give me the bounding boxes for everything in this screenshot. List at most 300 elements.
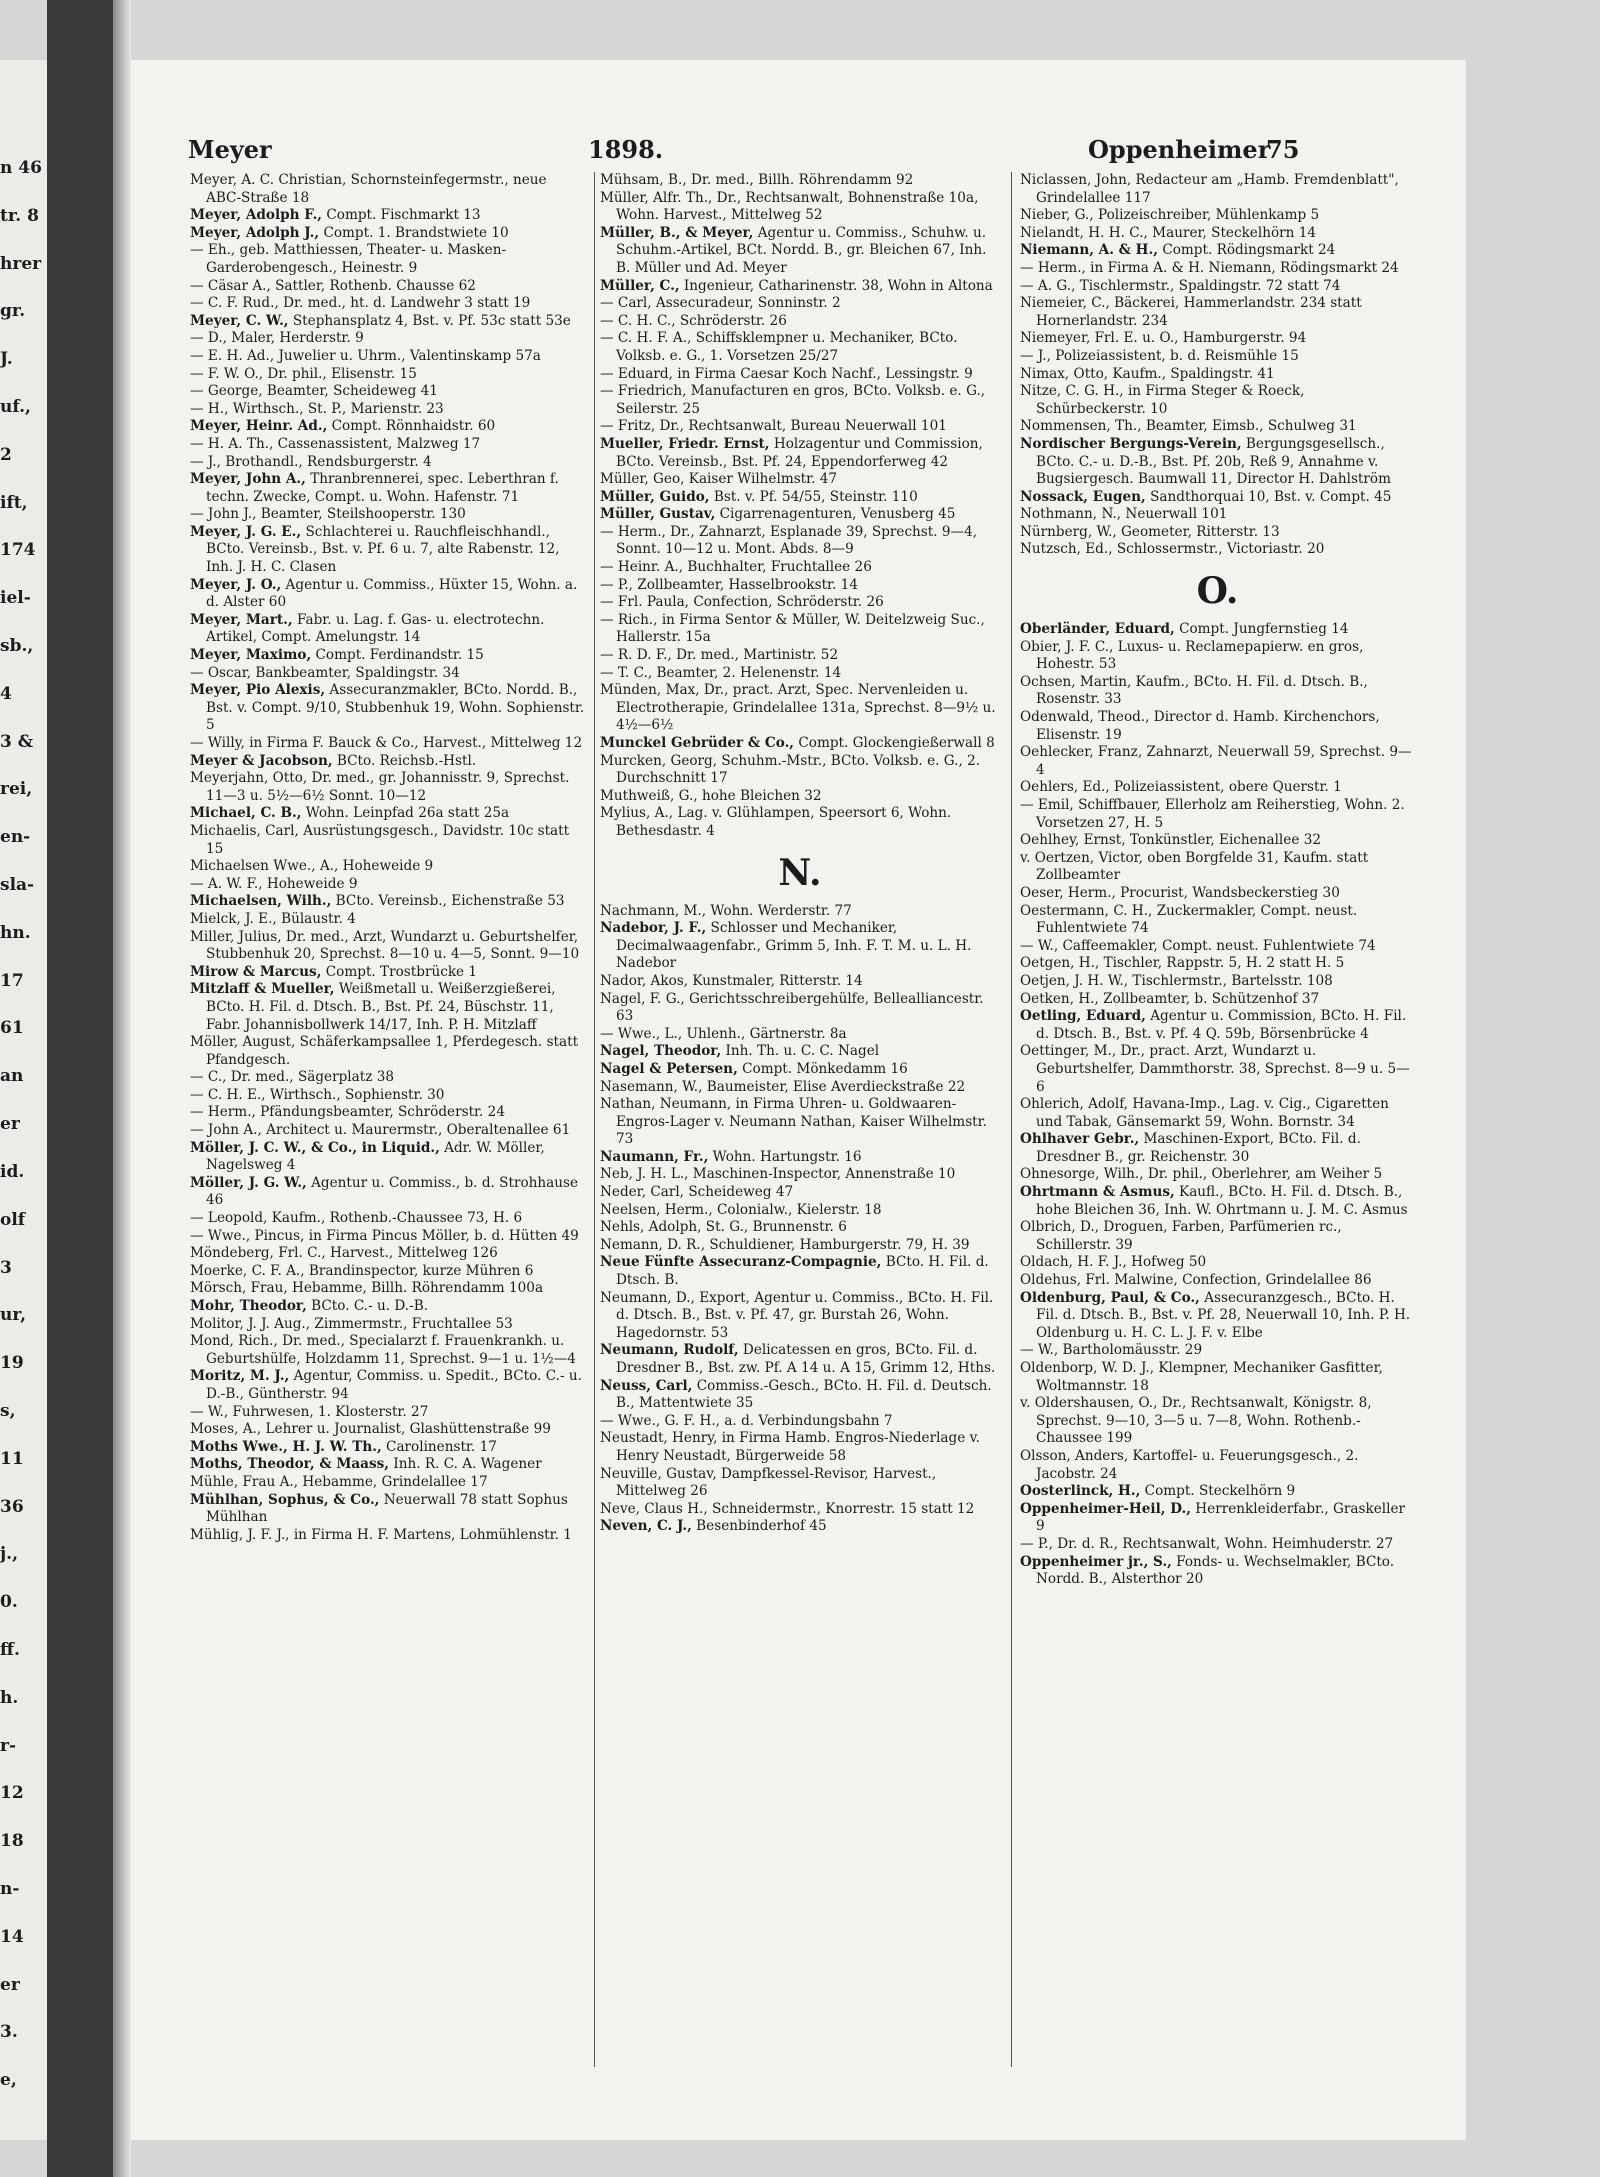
entry-text: Nimax, Otto, Kaufm., Spaldingstr. 41 xyxy=(1020,365,1275,382)
directory-entry xyxy=(190,1087,585,1105)
margin-fragment: ur, xyxy=(0,1305,26,1326)
directory-entry xyxy=(190,1140,585,1175)
entry-name-bold: Nadebor, J. F., xyxy=(600,920,707,937)
directory-entry xyxy=(1020,674,1415,709)
entry-text: Mielck, J. E., Bülaustr. 4 xyxy=(190,910,356,927)
entry-text: — Heinr. A., Buchhalter, Fruchtallee 26 xyxy=(600,559,872,576)
entry-text: Delicatessen en gros, BCto. Fil. d. Dresdner B., Bst. zw. Pf. A 14 u. A 15, Grimm 12, Hths. xyxy=(616,1342,996,1376)
directory-entry xyxy=(1020,1342,1415,1360)
entry-text: Niemeier, C., Bäckerei, Hammerlandstr. 234 statt Hornerlandstr. 234 xyxy=(1020,295,1362,329)
entry-text: Oetken, H., Zollbeamter, b. Schützenhof 37 xyxy=(1020,990,1320,1007)
entry-name-bold: Neuss, Carl, xyxy=(600,1377,693,1394)
entry-name-bold: Oosterlinck, H., xyxy=(1020,1483,1141,1500)
entry-name-bold: Michaelsen, Wilh., xyxy=(190,893,332,910)
entry-name-bold: Nagel & Petersen, xyxy=(600,1060,738,1077)
directory-entry xyxy=(190,647,585,665)
entry-text: — D., Maler, Herderstr. 9 xyxy=(190,330,364,347)
entry-text: — W., Fuhrwesen, 1. Klosterstr. 27 xyxy=(190,1403,429,1420)
entry-text: Weißmetall u. Weißerzgießerei, BCto. H. Fil. d. Dtsch. B., Bst. Pf. 24, Büschstr. 11, Fabr. Johannisbollwerk 14/17, Inh. P. H. Mitzlaff xyxy=(206,981,556,1033)
entry-text: Mylius, A., Lag. v. Glühlampen, Speersort 6, Wohn. Bethesdastr. 4 xyxy=(600,805,952,839)
entry-text: Nathan, Neumann, in Firma Uhren- u. Goldwaaren-Engros-Lager v. Neumann Nathan, Kaiser Wilhelmstr. 73 xyxy=(600,1096,987,1148)
entry-text: — Herm., Pfändungsbeamter, Schröderstr. 24 xyxy=(190,1104,505,1121)
entry-name-bold: Müller, Guido, xyxy=(600,488,710,505)
directory-column-1 xyxy=(190,172,585,2072)
entry-text: Stephansplatz 4, Bst. v. Pf. 53c statt 53e xyxy=(288,312,571,329)
directory-entry xyxy=(600,418,1000,436)
directory-entry xyxy=(1020,1501,1415,1536)
entry-text: Oldach, H. F. J., Hofweg 50 xyxy=(1020,1254,1207,1271)
directory-entry xyxy=(600,647,1000,665)
directory-entry xyxy=(600,1026,1000,1044)
directory-entry xyxy=(1020,1272,1415,1290)
entry-text: Nehls, Adolph, St. G., Brunnenstr. 6 xyxy=(600,1219,847,1236)
entry-text: Inh. Th. u. C. C. Nagel xyxy=(721,1043,880,1060)
directory-entry xyxy=(190,225,585,243)
margin-fragment: 4 xyxy=(0,683,12,704)
page-number: 75 xyxy=(1266,135,1300,164)
directory-entry xyxy=(190,665,585,683)
column-divider xyxy=(1011,172,1012,2067)
directory-entry xyxy=(190,1122,585,1140)
margin-fragment: r- xyxy=(0,1735,17,1756)
entry-text: Obier, J. F. C., Luxus- u. Reclamepapierw. en gros, Hohestr. 53 xyxy=(1020,638,1364,673)
margin-fragment: 3 & xyxy=(0,731,34,752)
entry-text: Commiss.-Gesch., BCto. H. Fil. d. Deutsch. B., Mattentwiete 35 xyxy=(616,1377,992,1412)
entry-text: — Herm., Dr., Zahnarzt, Esplanade 39, Sprechst. 9—4, Sonnt. 10—12 u. Mont. Abds. 8—9 xyxy=(600,523,978,558)
directory-entry xyxy=(190,418,585,436)
directory-entry xyxy=(190,1456,585,1474)
margin-fragment: an xyxy=(0,1066,24,1087)
directory-entry xyxy=(190,348,585,366)
directory-entry xyxy=(600,920,1000,973)
entry-name-bold: Moths, Theodor, & Maass, xyxy=(190,1456,390,1473)
entry-text: Kaufl., BCto. H. Fil. d. Dtsch. B., hohe Bleichen 36, Inh. W. Ohrtmann u. J. M. C. Asmus xyxy=(1036,1184,1408,1218)
directory-entry xyxy=(600,313,1000,331)
directory-entry xyxy=(1020,436,1415,489)
directory-entry xyxy=(1020,207,1415,225)
entry-text: Mörsch, Frau, Hebamme, Billh. Röhrendamm 100a xyxy=(190,1280,544,1297)
entry-text: Oestermann, C. H., Zuckermakler, Compt. neust. Fuhlentwiete 74 xyxy=(1020,902,1358,937)
entry-text: — C. F. Rud., Dr. med., ht. d. Landwehr 3 statt 19 xyxy=(190,295,531,312)
entry-text: v. Oertzen, Victor, oben Borgfelde 31, Kaufm. statt Zollbeamter xyxy=(1020,849,1369,884)
margin-fragment: 11 xyxy=(0,1448,24,1469)
entry-name-bold: Meyer, Heinr. Ad., xyxy=(190,418,328,435)
margin-fragment: sb., xyxy=(0,636,34,657)
margin-fragment: 61 xyxy=(0,1018,24,1039)
entry-text: — Wwe., Pincus, in Firma Pincus Möller, b. d. Hütten 49 xyxy=(190,1227,579,1244)
entry-text: Neumann, D., Export, Agentur u. Commiss., BCto. H. Fil. d. Dtsch. B., Bst. v. Pf. 47, gr. Burstah 26, Wohn. Hagedornstr. 53 xyxy=(600,1289,994,1341)
entry-text: — J., Brothandl., Rendsburgerstr. 4 xyxy=(190,453,432,470)
directory-entry xyxy=(600,577,1000,595)
entry-text: Nieber, G., Polizeischreiber, Mühlenkamp 5 xyxy=(1020,207,1320,224)
entry-text: Compt. Rönnhaidstr. 60 xyxy=(327,418,496,435)
directory-entry xyxy=(190,823,585,858)
directory-entry xyxy=(1020,955,1415,973)
directory-entry xyxy=(600,903,1000,921)
entry-name-bold: Oppenheimer-Heil, D., xyxy=(1020,1500,1191,1517)
entry-text: BCto. C.- u. D.-B. xyxy=(306,1298,429,1314)
directory-entry xyxy=(190,454,585,472)
entry-text: Moses, A., Lehrer u. Journalist, Glashüttenstraße 99 xyxy=(190,1421,551,1438)
margin-fragment: 0. xyxy=(0,1592,18,1613)
directory-entry xyxy=(600,612,1000,647)
margin-fragment: 14 xyxy=(0,1926,24,1947)
entry-text: Oehlers, Ed., Polizeiassistent, obere Querstr. 1 xyxy=(1020,779,1342,796)
directory-entry xyxy=(190,401,585,419)
margin-fragment: 36 xyxy=(0,1496,24,1517)
entry-text: Ohnesorge, Wilh., Dr. phil., Oberlehrer, am Weiher 5 xyxy=(1020,1166,1383,1183)
directory-entry xyxy=(190,278,585,296)
directory-entry xyxy=(600,1466,1000,1501)
directory-entry xyxy=(1020,489,1415,507)
entry-text: Murcken, Georg, Schuhm.-Mstr., BCto. Volksb. e. G., 2. Durchschnitt 17 xyxy=(600,752,981,787)
header-right-keyword: Oppenheimer xyxy=(1088,135,1271,164)
entry-text: Nador, Akos, Kunstmaler, Ritterstr. 14 xyxy=(600,972,863,989)
directory-entry xyxy=(1020,1360,1415,1395)
entry-text: Meyerjahn, Otto, Dr. med., gr. Johannisstr. 9, Sprechst. 11—3 u. 5½—6½ Sonnt. 10—12 xyxy=(190,770,570,804)
entry-text: Inh. R. C. A. Wagener xyxy=(389,1456,542,1473)
entry-text: — Eduard, in Firma Caesar Koch Nachf., Lessingstr. 9 xyxy=(600,365,973,382)
entry-text: Nürnberg, W., Geometer, Ritterstr. 13 xyxy=(1020,523,1280,540)
directory-entry xyxy=(1020,1131,1415,1166)
entry-text: Odenwald, Theod., Director d. Hamb. Kirchenchors, Elisenstr. 19 xyxy=(1020,709,1380,743)
entry-text: Herrenkleiderfabr., Graskeller 9 xyxy=(1036,1500,1405,1535)
directory-entry xyxy=(1020,366,1415,384)
directory-entry xyxy=(190,1263,585,1281)
directory-entry xyxy=(190,1474,585,1492)
entry-text: Bst. v. Pf. 54/55, Steinstr. 110 xyxy=(709,488,918,505)
entry-text: Neustadt, Henry, in Firma Hamb. Engros-Niederlage v. Henry Neustadt, Bürgerweide 58 xyxy=(600,1430,980,1464)
entry-name-bold: Mueller, Friedr. Ernst, xyxy=(600,435,770,452)
directory-entry xyxy=(1020,779,1415,797)
entry-text: — H., Wirthsch., St. P., Marienstr. 23 xyxy=(190,400,444,417)
entry-text: Neelsen, Herm., Colonialw., Kielerstr. 18 xyxy=(600,1201,882,1218)
entry-text: — C. H. F. A., Schiffsklempner u. Mechaniker, BCto. Volksb. e. G., 1. Vorsetzen 25/27 xyxy=(600,330,958,364)
entry-text: Thranbrennerei, spec. Leberthran f. techn. Zwecke, Compt. u. Wohn. Hafenstr. 71 xyxy=(206,471,559,505)
entry-text: Fonds- u. Wechselmakler, BCto. Nordd. B., Alsterthor 20 xyxy=(1036,1553,1395,1588)
directory-entry xyxy=(600,172,1000,190)
entry-name-bold: Moritz, M. J., xyxy=(190,1368,290,1385)
directory-entry xyxy=(600,330,1000,365)
margin-fragment: h. xyxy=(0,1687,19,1708)
directory-entry xyxy=(1020,744,1415,779)
directory-entry xyxy=(600,665,1000,683)
directory-entry xyxy=(190,295,585,313)
directory-entry xyxy=(190,172,585,207)
entry-text: — Emil, Schiffbauer, Ellerholz am Reiherstieg, Wohn. 2. Vorsetzen 27, H. 5 xyxy=(1020,797,1405,831)
directory-entry xyxy=(600,1413,1000,1431)
entry-text: Miller, Julius, Dr. med., Arzt, Wundarzt u. Geburtshelfer, Stubbenhuk 20, Sprechst. 8—10 u. 4—5, Sonnt. 9—10 xyxy=(190,928,580,963)
entry-text: Compt. 1. Brandstwiete 10 xyxy=(319,224,509,241)
entry-text: Mühsam, B., Dr. med., Billh. Röhrendamm 92 xyxy=(600,172,914,188)
directory-entry xyxy=(600,366,1000,384)
entry-name-bold: Müller, Gustav, xyxy=(600,506,716,523)
margin-fragment: s, xyxy=(0,1400,16,1421)
directory-entry xyxy=(190,1104,585,1122)
directory-entry xyxy=(190,1492,585,1527)
entry-text: — E. H. Ad., Juwelier u. Uhrm., Valentinskamp 57a xyxy=(190,347,541,364)
directory-entry xyxy=(190,1421,585,1439)
entry-text: — Wwe., G. F. H., a. d. Verbindungsbahn 7 xyxy=(600,1412,893,1429)
margin-fragment: hn. xyxy=(0,922,31,943)
margin-fragment: 12 xyxy=(0,1783,24,1804)
entry-text: Neder, Carl, Scheideweg 47 xyxy=(600,1184,794,1201)
directory-column-2 xyxy=(600,172,1000,2072)
entry-name-bold: Müller, C., xyxy=(600,277,680,294)
directory-entry xyxy=(190,436,585,454)
column-divider xyxy=(594,172,595,2067)
directory-entry xyxy=(600,735,1000,753)
directory-entry xyxy=(190,612,585,647)
directory-entry xyxy=(1020,639,1415,674)
entry-text: Ochsen, Martin, Kaufm., BCto. H. Fil. d. Dtsch. B., Rosenstr. 33 xyxy=(1020,673,1368,708)
directory-entry xyxy=(190,1527,585,1545)
entry-text: BCto. Vereinsb., Eichenstraße 53 xyxy=(331,893,565,910)
directory-entry xyxy=(190,929,585,964)
entry-name-bold: Meyer, Maximo, xyxy=(190,647,312,664)
directory-entry xyxy=(600,383,1000,418)
directory-entry xyxy=(1020,1043,1415,1096)
directory-entry xyxy=(600,1237,1000,1255)
directory-entry xyxy=(600,753,1000,788)
entry-text: — Cäsar A., Sattler, Rothenb. Chausse 62 xyxy=(190,277,476,294)
entry-text: — Herm., in Firma A. & H. Niemann, Rödingsmarkt 24 xyxy=(1020,259,1399,276)
entry-text: Agentur, Commiss. u. Spedit., BCto. C.- u. D.-B., Güntherstr. 94 xyxy=(206,1368,582,1402)
directory-entry xyxy=(600,1342,1000,1377)
directory-entry xyxy=(190,753,585,771)
directory-entry xyxy=(190,876,585,894)
directory-entry xyxy=(1020,1536,1415,1554)
directory-entry xyxy=(190,1069,585,1087)
entry-text: Neb, J. H. L., Maschinen-Inspector, Annenstraße 10 xyxy=(600,1166,956,1183)
entry-text: Meyer, A. C. Christian, Schornsteinfegermstr., neue ABC-Straße 18 xyxy=(190,172,547,206)
directory-entry xyxy=(1020,1448,1415,1483)
margin-fragment: en- xyxy=(0,827,31,848)
margin-fragment: hrer xyxy=(0,253,42,274)
entry-text: Möller, August, Schäferkampsallee 1, Pferdegesch. statt Pfandgesch. xyxy=(190,1034,579,1068)
header-left-keyword: Meyer xyxy=(188,135,272,164)
entry-text: BCto. Reichsb.-Hstl. xyxy=(332,752,477,769)
entry-name-bold: Meyer, Pio Alexis, xyxy=(190,682,326,699)
directory-entry xyxy=(1020,1290,1415,1343)
entry-text: — John A., Architect u. Maurermstr., Oberaltenallee 61 xyxy=(190,1122,571,1139)
directory-entry xyxy=(600,1518,1000,1536)
directory-entry xyxy=(190,242,585,277)
entry-text: Maschinen-Export, BCto. Fil. d. Dresdner B., gr. Reichenstr. 30 xyxy=(1036,1131,1361,1165)
directory-entry xyxy=(1020,506,1415,524)
entry-text: — H. A. Th., Cassenassistent, Malzweg 17 xyxy=(190,435,481,452)
directory-entry xyxy=(1020,1554,1415,1589)
directory-entry xyxy=(190,770,585,805)
entry-text: — Willy, in Firma F. Bauck & Co., Harvest., Mittelweg 12 xyxy=(190,735,583,751)
directory-entry xyxy=(1020,242,1415,260)
entry-text: Nutzsch, Ed., Schlossermstr., Victoriastr. 20 xyxy=(1020,541,1325,558)
entry-text: Neve, Claus H., Schneidermstr., Knorrestr. 15 statt 12 xyxy=(600,1500,975,1517)
directory-entry xyxy=(600,1061,1000,1079)
entry-text: Neuville, Gustav, Dampfkessel-Revisor, Harvest., Mittelweg 26 xyxy=(600,1465,937,1500)
margin-fragment: olf xyxy=(0,1209,26,1230)
directory-entry xyxy=(600,788,1000,806)
entry-text: Compt. Steckelhörn 9 xyxy=(1140,1483,1296,1500)
directory-entry xyxy=(1020,260,1415,278)
entry-name-bold: Nordischer Bergungs-Verein, xyxy=(1020,435,1242,452)
header-year: 1898. xyxy=(588,135,664,164)
entry-text: Niclassen, John, Redacteur am „Hamb. Fremdenblatt", Grindelallee 117 xyxy=(1020,172,1399,206)
entry-text: Niemeyer, Frl. E. u. O., Hamburgerstr. 94 xyxy=(1020,330,1307,347)
entry-text: — Frl. Paula, Confection, Schröderstr. 26 xyxy=(600,594,884,611)
directory-entry xyxy=(600,1501,1000,1519)
entry-text: Sandthorquai 10, Bst. v. Compt. 45 xyxy=(1145,488,1392,505)
directory-entry xyxy=(1020,991,1415,1009)
entry-name-bold: Möller, J. G. W., xyxy=(190,1174,307,1191)
margin-fragment: 3. xyxy=(0,2022,18,2043)
entry-text: Moerke, C. F. A., Brandinspector, kurze Mühren 6 xyxy=(190,1262,534,1279)
directory-entry xyxy=(600,436,1000,471)
directory-entry xyxy=(1020,973,1415,991)
entry-text: — Eh., geb. Matthiessen, Theater- u. Masken-Garderobengesch., Heinestr. 9 xyxy=(190,242,507,276)
directory-entry xyxy=(1020,1184,1415,1219)
directory-entry xyxy=(1020,1483,1415,1501)
entry-text: Münden, Max, Dr., pract. Arzt, Spec. Nervenleiden u. Electrotherapie, Grindelallee 131a, Sprechst. 8—9½ u. 4½—6½ xyxy=(600,682,996,734)
entry-text: — F. W. O., Dr. phil., Elisenstr. 15 xyxy=(190,365,417,382)
directory-entry xyxy=(600,973,1000,991)
directory-entry xyxy=(600,1378,1000,1413)
entry-text: Nagel, F. G., Gerichtsschreibergehülfe, Bellealliancestr. 63 xyxy=(600,990,984,1025)
directory-entry xyxy=(190,735,585,753)
previous-page-edge xyxy=(0,60,47,2140)
entry-text: Agentur u. Commiss., Hüxter 15, Wohn. a. d. Alster 60 xyxy=(206,576,578,611)
directory-entry xyxy=(600,559,1000,577)
margin-fragment: sla- xyxy=(0,875,35,896)
entry-text: Olsson, Anders, Kartoffel- u. Feuerungsgesch., 2. Jacobstr. 24 xyxy=(1020,1447,1359,1482)
entry-text: Oettinger, M., Dr., pract. Arzt, Wundarzt u. Geburtshelfer, Dammthorstr. 38, Sprechst. 8—9 u. 5—6 xyxy=(1020,1043,1410,1095)
entry-text: — John J., Beamter, Steilshooperstr. 130 xyxy=(190,506,466,523)
entry-text: Nommensen, Th., Beamter, Eimsb., Schulweg 31 xyxy=(1020,418,1357,435)
entry-name-bold: Mohr, Theodor, xyxy=(190,1298,307,1314)
entry-text: — Rich., in Firma Sentor & Müller, W. Deitelzweig Suc., Hallerstr. 15a xyxy=(600,611,985,646)
entry-text: — T. C., Beamter, 2. Helenenstr. 14 xyxy=(600,664,842,681)
entry-name-bold: Müller, B., & Meyer, xyxy=(600,224,754,241)
entry-text: — W., Bartholomäusstr. 29 xyxy=(1020,1342,1203,1359)
directory-entry xyxy=(190,207,585,225)
entry-name-bold: Oldenburg, Paul, & Co., xyxy=(1020,1289,1200,1306)
directory-entry xyxy=(1020,295,1415,330)
margin-fragment: n- xyxy=(0,1878,20,1899)
directory-entry xyxy=(1020,524,1415,542)
directory-entry xyxy=(600,1149,1000,1167)
entry-name-bold: Meyer, John A., xyxy=(190,471,306,488)
directory-entry xyxy=(190,524,585,577)
entry-text: — J., Polizeiassistent, b. d. Reismühle 15 xyxy=(1020,347,1299,364)
entry-text: — Leopold, Kaufm., Rothenb.-Chaussee 73, H. 6 xyxy=(190,1210,523,1227)
entry-text: Compt. Ferdinandstr. 15 xyxy=(311,647,484,664)
directory-entry xyxy=(600,524,1000,559)
margin-fragment: tr. 8 xyxy=(0,205,39,226)
entry-name-bold: Meyer, J. G. E., xyxy=(190,523,302,540)
directory-entry xyxy=(190,1228,585,1246)
entry-text: Oehlecker, Franz, Zahnarzt, Neuerwall 59, Sprechst. 9—4 xyxy=(1020,744,1412,778)
entry-text: — A. G., Tischlermstr., Spaldingstr. 72 statt 74 xyxy=(1020,277,1341,294)
entry-text: Carolinenstr. 17 xyxy=(381,1438,497,1455)
entry-text: Oetgen, H., Tischler, Rappstr. 5, H. 2 statt H. 5 xyxy=(1020,955,1345,972)
entry-text: Holzagentur und Commission, BCto. Vereinsb., Bst. Pf. 24, Eppendorferweg 42 xyxy=(616,435,983,470)
margin-fragment: er xyxy=(0,1974,20,1995)
directory-entry xyxy=(1020,938,1415,956)
entry-name-bold: Meyer, Mart., xyxy=(190,611,293,628)
directory-entry xyxy=(1020,172,1415,207)
directory-entry xyxy=(190,858,585,876)
entry-text: Fabr. u. Lag. f. Gas- u. electrotechn. Artikel, Compt. Amelungstr. 14 xyxy=(206,611,545,646)
margin-fragment: 18 xyxy=(0,1831,24,1852)
entry-name-bold: Meyer, C. W., xyxy=(190,312,289,329)
directory-entry xyxy=(600,471,1000,489)
margin-fragment: uf., xyxy=(0,397,31,418)
margin-fragment: rei, xyxy=(0,779,33,800)
entry-text: — Carl, Assecuradeur, Sonninstr. 2 xyxy=(600,295,841,312)
directory-entry xyxy=(190,964,585,982)
margin-fragment: J. xyxy=(0,349,13,370)
directory-entry xyxy=(190,506,585,524)
directory-entry xyxy=(600,295,1000,313)
entry-name-bold: Mirow & Marcus, xyxy=(190,963,322,980)
directory-entry xyxy=(190,1210,585,1228)
directory-entry xyxy=(1020,330,1415,348)
entry-text: Compt. Mönkedamm 16 xyxy=(737,1060,908,1077)
directory-entry xyxy=(600,1290,1000,1343)
entry-name-bold: Mühlhan, Sophus, & Co., xyxy=(190,1491,380,1508)
directory-entry xyxy=(1020,1096,1415,1131)
directory-entry xyxy=(600,991,1000,1026)
margin-fragment: ift, xyxy=(0,492,28,513)
directory-entry xyxy=(600,1219,1000,1237)
entry-name-bold: Niemann, A. & H., xyxy=(1020,242,1158,259)
entry-text: Mühlig, J. F. J., in Firma H. F. Martens, Lohmühlenstr. 1 xyxy=(190,1526,572,1543)
directory-entry xyxy=(600,278,1000,296)
directory-entry xyxy=(190,1175,585,1210)
entry-text: Mond, Rich., Dr. med., Specialarzt f. Frauenkrankh. u. Geburtshülfe, Holzdamm 11, Sprechst. 9—1 u. 1½—4 xyxy=(190,1333,576,1367)
entry-name-bold: Meyer, Adolph F., xyxy=(190,207,323,224)
entry-text: — Fritz, Dr., Rechtsanwalt, Bureau Neuerwall 101 xyxy=(600,418,947,435)
directory-entry xyxy=(600,1254,1000,1289)
directory-entry xyxy=(1020,1219,1415,1254)
directory-entry xyxy=(190,893,585,911)
directory-entry xyxy=(1020,885,1415,903)
entry-text: Oldenborp, W. D. J., Klempner, Mechaniker Gasfitter, Woltmannstr. 18 xyxy=(1020,1360,1383,1394)
entry-name-bold: Ohrtmann & Asmus, xyxy=(1020,1184,1175,1201)
entry-text: Möndeberg, Frl. C., Harvest., Mittelweg 126 xyxy=(190,1245,498,1262)
entry-text: Compt. Trostbrücke 1 xyxy=(321,963,478,980)
entry-text: — W., Caffeemakler, Compt. neust. Fuhlentwiete 74 xyxy=(1020,937,1376,954)
entry-name-bold: Naumann, Fr., xyxy=(600,1148,709,1165)
directory-entry xyxy=(190,981,585,1034)
entry-text: Compt. Jungfernstieg 14 xyxy=(1174,621,1349,638)
margin-fragment: e, xyxy=(0,2070,17,2091)
entry-text: Ohlerich, Adolf, Havana-Imp., Lag. v. Cig., Cigaretten und Tabak, Gänsemarkt 59, Wohn. Bornstr. 34 xyxy=(1020,1096,1389,1130)
entry-text: v. Oldershausen, O., Dr., Rechtsanwalt, Königstr. 8, Sprechst. 9—10, 3—5 u. 7—8, Wohn. Rothenb.-Chaussee 199 xyxy=(1020,1395,1372,1447)
entry-text: Müller, Alfr. Th., Dr., Rechtsanwalt, Bohnenstraße 10a, Wohn. Harvest., Mittelweg 52 xyxy=(600,189,979,224)
entry-text: Schlachterei u. Rauchfleischhandl., BCto. Vereinsb., Bst. v. Pf. 6 u. 7, alte Rabenstr. 12, Inh. J. H. C. Clasen xyxy=(206,523,560,576)
entry-text: BCto. H. Fil. d. Dtsch. B. xyxy=(616,1254,989,1289)
entry-text: Assecuranzmakler, BCto. Nordd. B., Bst. v. Compt. 9/10, Stubbenhuk 19, Wohn. Sophienstr. 5 xyxy=(206,682,585,734)
margin-fragment: gr. xyxy=(0,301,26,322)
entry-text: Oetjen, J. H. W., Tischlermstr., Bartelsstr. 108 xyxy=(1020,972,1333,989)
directory-entry xyxy=(600,594,1000,612)
entry-name-bold: Oppenheimer jr., S., xyxy=(1020,1553,1172,1570)
directory-entry xyxy=(1020,850,1415,885)
book-spine xyxy=(47,0,113,2177)
directory-entry xyxy=(600,1079,1000,1097)
margin-fragment: er xyxy=(0,1114,20,1135)
